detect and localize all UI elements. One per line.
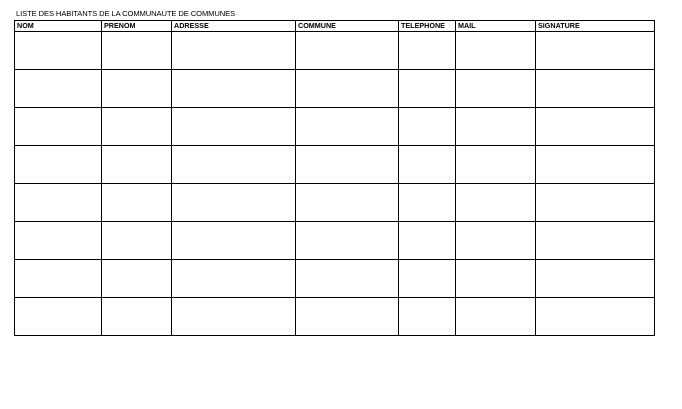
table-cell-signature[interactable] <box>536 70 655 108</box>
table-cell-adresse[interactable] <box>172 298 296 336</box>
table-cell-nom[interactable] <box>15 70 102 108</box>
table-cell-signature[interactable] <box>536 222 655 260</box>
table-cell-mail[interactable] <box>456 70 536 108</box>
table-cell-commune[interactable] <box>296 70 399 108</box>
table-cell-prenom[interactable] <box>102 32 172 70</box>
table-cell-adresse[interactable] <box>172 70 296 108</box>
table-cell-adresse[interactable] <box>172 184 296 222</box>
table-cell-telephone[interactable] <box>399 146 456 184</box>
table-cell-telephone[interactable] <box>399 32 456 70</box>
column-header-nom: NOM <box>15 21 102 32</box>
table-cell-prenom[interactable] <box>102 222 172 260</box>
table-cell-prenom[interactable] <box>102 298 172 336</box>
table-cell-telephone[interactable] <box>399 222 456 260</box>
table-cell-nom[interactable] <box>15 146 102 184</box>
table-body <box>15 32 655 336</box>
table-cell-nom[interactable] <box>15 260 102 298</box>
table-row <box>15 108 655 146</box>
table-cell-commune[interactable] <box>296 222 399 260</box>
table-cell-prenom[interactable] <box>102 260 172 298</box>
table-cell-commune[interactable] <box>296 108 399 146</box>
table-cell-adresse[interactable] <box>172 146 296 184</box>
table-cell-adresse[interactable] <box>172 260 296 298</box>
table-row <box>15 298 655 336</box>
table-row <box>15 32 655 70</box>
table-cell-mail[interactable] <box>456 298 536 336</box>
table-cell-adresse[interactable] <box>172 32 296 70</box>
table-row <box>15 70 655 108</box>
table-cell-mail[interactable] <box>456 184 536 222</box>
table-cell-adresse[interactable] <box>172 108 296 146</box>
column-header-mail: MAIL <box>456 21 536 32</box>
table-cell-commune[interactable] <box>296 32 399 70</box>
table-cell-commune[interactable] <box>296 146 399 184</box>
page-title: LISTE DES HABITANTS DE LA COMMUNAUTE DE COMMUNES <box>16 9 236 18</box>
table-cell-signature[interactable] <box>536 298 655 336</box>
table-cell-signature[interactable] <box>536 146 655 184</box>
table-cell-telephone[interactable] <box>399 260 456 298</box>
table-cell-commune[interactable] <box>296 298 399 336</box>
column-header-prenom: PRENOM <box>102 21 172 32</box>
table-cell-prenom[interactable] <box>102 184 172 222</box>
table-cell-telephone[interactable] <box>399 108 456 146</box>
column-header-commune: COMMUNE <box>296 21 399 32</box>
table-cell-mail[interactable] <box>456 260 536 298</box>
table-cell-commune[interactable] <box>296 260 399 298</box>
table-cell-signature[interactable] <box>536 108 655 146</box>
table-cell-signature[interactable] <box>536 260 655 298</box>
table-row <box>15 222 655 260</box>
table-cell-nom[interactable] <box>15 32 102 70</box>
table-cell-prenom[interactable] <box>102 146 172 184</box>
column-header-signature: SIGNATURE <box>536 21 655 32</box>
column-header-adresse: ADRESSE <box>172 21 296 32</box>
residents-table <box>14 20 655 336</box>
table-cell-commune[interactable] <box>296 184 399 222</box>
table-cell-prenom[interactable] <box>102 108 172 146</box>
table-cell-mail[interactable] <box>456 222 536 260</box>
table-cell-mail[interactable] <box>456 108 536 146</box>
table-cell-nom[interactable] <box>15 298 102 336</box>
table-cell-prenom[interactable] <box>102 70 172 108</box>
table-row <box>15 146 655 184</box>
table-header-row <box>15 21 655 32</box>
table-cell-mail[interactable] <box>456 32 536 70</box>
table-cell-nom[interactable] <box>15 184 102 222</box>
table-cell-nom[interactable] <box>15 222 102 260</box>
table-cell-signature[interactable] <box>536 184 655 222</box>
table-cell-adresse[interactable] <box>172 222 296 260</box>
table-cell-telephone[interactable] <box>399 298 456 336</box>
table-cell-mail[interactable] <box>456 146 536 184</box>
table-row <box>15 260 655 298</box>
table-cell-nom[interactable] <box>15 108 102 146</box>
table-cell-signature[interactable] <box>536 32 655 70</box>
table-cell-telephone[interactable] <box>399 70 456 108</box>
table-row <box>15 184 655 222</box>
column-header-telephone: TELEPHONE <box>399 21 456 32</box>
table-cell-telephone[interactable] <box>399 184 456 222</box>
